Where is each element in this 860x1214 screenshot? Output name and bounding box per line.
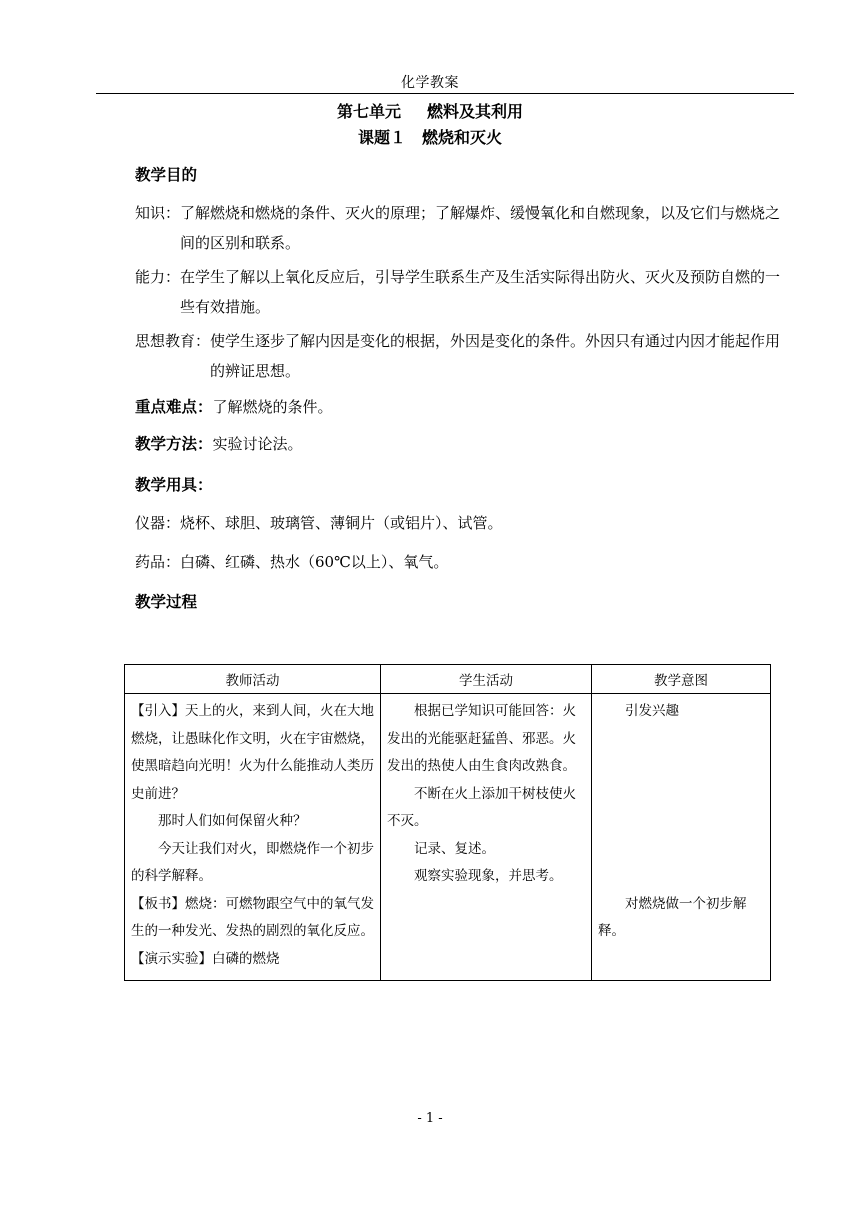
table-row — [125, 694, 771, 981]
thought-text: 使学生逐步了解内因是变化的根据，外因是变化的条件。外因只有通过内因才能起作用的辨证思想。 — [210, 332, 781, 380]
lesson-title: 课题１ 燃烧和灭火 — [357, 128, 502, 147]
knowledge-text: 了解燃烧和燃烧的条件、灭火的原理；了解爆炸、缓慢氧化和自燃现象，以及它们与燃烧之间的区别和联系。 — [180, 204, 781, 252]
header-student-activity: 学生活动 — [381, 665, 592, 694]
key-points-label: 重点难点： — [135, 398, 213, 416]
key-points-line — [135, 392, 795, 422]
teacher-explanation: 今天让我们对火，即燃烧作一个初步的科学解释。 — [131, 840, 374, 884]
teaching-intent-cell — [592, 694, 771, 981]
tools-heading: 教学用具： — [135, 476, 213, 494]
teacher-question: 那时人们如何保留火种？ — [158, 813, 307, 829]
teacher-activity-cell — [125, 694, 381, 981]
unit-name: 燃料及其利用 — [427, 102, 524, 121]
instruments-text: 烧杯、球胆、玻璃管、薄铜片（或铝片）、试管。 — [180, 514, 503, 532]
student-answer: 根据已学知识可能回答：火发出的光能驱赶猛兽、邪恶。火发出的热使人由生食肉改熟食。 — [387, 703, 576, 774]
intent-explanation: 对燃烧做一个初步解释。 — [598, 895, 747, 939]
student-record: 记录、复述。 — [414, 840, 495, 857]
ability-text: 在学生了解以上氧化反应后，引导学生联系生产及生活实际得出防火、灭火及预防自燃的一些有效措施。 — [180, 268, 781, 316]
header-rule — [96, 93, 794, 94]
lesson-process-table — [124, 664, 771, 981]
unit-title — [0, 99, 860, 122]
header-teaching-intent: 教学意图 — [592, 665, 771, 694]
table-header-row — [125, 665, 771, 694]
method-text: 实验讨论法。 — [212, 435, 303, 453]
method-label: 教学方法： — [135, 435, 213, 453]
reagents-text: 白磷、红磷、热水（60℃以上）、氧气。 — [180, 553, 449, 571]
instruments-line — [135, 508, 795, 538]
knowledge-label: 知识： — [135, 204, 181, 222]
student-activity-cell — [381, 694, 592, 981]
header-teacher-activity: 教师活动 — [125, 665, 381, 694]
reagents-line — [135, 547, 795, 577]
key-points-text: 了解燃烧的条件。 — [212, 398, 333, 416]
header-title: 化学教案 — [401, 75, 459, 91]
teacher-intro: 【引入】天上的火，来到人间，火在大地燃烧，让愚昧化作文明，火在宇宙燃烧，使黑暗趋向光明！火为什么能推动人类历史前进？ — [131, 703, 374, 802]
objective-knowledge — [135, 198, 795, 258]
teacher-blackboard: 【板书】燃烧：可燃物跟空气中的氧气发生的一种发光、发热的剧烈的氧化反应。 — [131, 895, 374, 939]
objective-ability — [135, 262, 795, 322]
student-fire: 不断在火上添加干树枝使火不灭。 — [387, 785, 576, 829]
teacher-demo: 【演示实验】白磷的燃烧 — [131, 950, 280, 967]
ability-label: 能力： — [135, 268, 181, 286]
objective-thought — [135, 326, 795, 386]
objectives-heading: 教学目的 — [135, 166, 198, 184]
process-heading: 教学过程 — [135, 593, 198, 611]
page-number: - 1 - — [417, 1111, 443, 1126]
unit-number: 第七单元 — [336, 102, 401, 121]
intent-interest: 引发兴趣 — [625, 703, 679, 719]
reagents-label: 药品： — [135, 553, 181, 571]
student-observe: 观察实验现象，并思考。 — [414, 868, 563, 884]
thought-label: 思想教育： — [135, 332, 211, 350]
instruments-label: 仪器： — [135, 514, 181, 532]
method-line — [135, 429, 795, 459]
